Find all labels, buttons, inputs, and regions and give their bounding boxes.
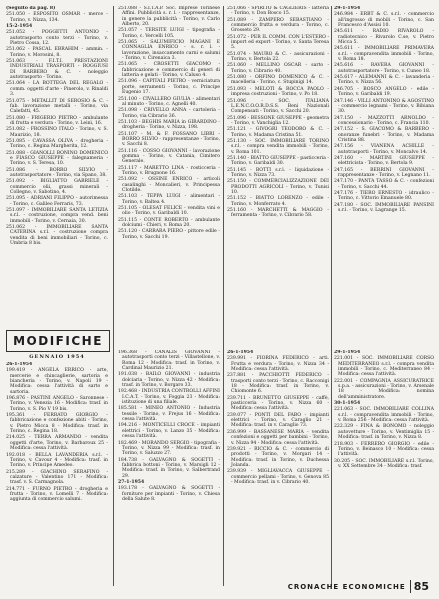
register-entry: 251.057 - TERSITE LUIGI - tipografia - Torino, c. Vercelli 105.	[118, 28, 220, 39]
register-entry: 222.001 - COMPAGNIA ASSICURATRICE s.p.a. - assicurazioni - Torino, v. Arsenale 18 - Modifica: nomina dell'amministratore.	[334, 378, 434, 400]
register-entry: 251.100 - CIVALLERO GIULIA - alimentari al minuto - Torino, c. Agnelli 40.	[118, 96, 220, 107]
register-entry: 246.705 - BOSCO ANGELO - edile - Torino, v. Garibaldi 19.	[334, 86, 434, 98]
column-3	[227, 6, 329, 346]
register-entry: 251.107 - M. & F. FOSSANO LIBRI - BORRO SILVIO - rappresentanze - Torino, v. Sacchi 8.	[118, 131, 220, 148]
column-4-entries	[334, 6, 434, 213]
register-entry: 239.991 - FIORINA FEDERICO - arti. Frutta e verdura - Torino, v. Nizza 34 - Modifica: cessa l'attività.	[227, 356, 329, 373]
register-entry: 247.170 - PANTA TASSO & C. - confezioni - Torino, v. Sacchi 44.	[334, 179, 434, 190]
modifiche-column-1-entries	[6, 362, 108, 503]
register-entry: 247.160 - MARTINI GIUSEPPE - elettricista - Torino, v. Bertola 9.	[334, 155, 434, 167]
register-entry: 251.086 - BORRO SILVIO - autotrasportatore - Torino, via Spano, 38.	[6, 167, 108, 178]
register-entry: 251.080 - FRIGERIO PIETRO - ambulante di frutta e verdura - Torino, v. Leinì, 16.	[6, 115, 108, 126]
column-1	[6, 6, 108, 326]
date-heading: 29-1-1954	[334, 6, 361, 11]
modifiche-column-3	[227, 350, 329, 587]
register-entry: 251.063 - F.I.T.I. PRESTAZIONI INDUSTRIALI TRASPORTI - ROGGIUSI DI BARBERO & C. - noleggio autotrasporto - Torino.	[6, 59, 108, 81]
register-entry: 214.025 - TERRA ARMANDO - vendita oggetti d'arte, Torino, v. Barbaroux 25 - Modifica: cessa l'attività.	[6, 435, 108, 452]
register-entry: 239.077 - PONTI DEL FABO - impianti elettrici - Torino, v. Caraglio 21 - Modifica: trasf. in v. Caraglio 73.	[227, 412, 329, 429]
column-4	[334, 6, 434, 346]
register-entry: 251.066 - SPIRITO & CAGLIERIS - latteria - Torino, v. Don Bosco 15.	[227, 6, 329, 17]
modifiche-column-3-entries	[227, 350, 329, 485]
register-entry: 221.001 - SOC. IMMOBILIARE CORSO MEDITERRANEO s.r.l. - compra vendita immobili - Torino, c. Mediterraneo 84 - Modifica: cessa l'attività.	[334, 356, 434, 378]
register-entry: 251.092 - OSSINE ENRICO - articoli casalinghi - Moncalieri, v. Principessa Clotilde.	[118, 177, 220, 193]
date-heading: 26-1-1954	[6, 362, 33, 367]
register-entry: 251.064 - LA BOTTEGA DEL REGALO - comm. oggetti d'arte - Pinerolo, v. Rinaldi 3.	[6, 81, 108, 98]
register-entry: 251.096 - CAPITALI PIETRO - verniciatura porte, serramenti - Torino, c. Principe Eugenio 17.	[118, 79, 220, 96]
register-entry: 251.096 - BESSONE GIUSEPPE - geometra - Torino, v. Vanchiglia 12.	[227, 115, 329, 126]
register-entry: 251.117 - MARETTO LINA - rosticceria - Torino, v. Brugnone 16.	[118, 165, 220, 176]
page-number: 85	[410, 580, 429, 593]
register-entry: 251.105 - OLESAT FELICE - vendita vini e olio - Torino, v. Garibaldi 10.	[118, 206, 220, 217]
register-entry: 247.152 - S. GIACOMO & BARBERO - onoranze funebri - Torino, v. Madama Cristina 88.	[334, 127, 434, 143]
register-entry: 251.072 - PER IL COMM. CON L'ESTERO - import ed export - Torino, v. Santa Teresa 5.	[227, 34, 329, 51]
modifiche-column-1	[6, 362, 108, 587]
register-entry: 218.903 - FERRERO GIORGIO - edile - Torino, v. Beinasco 10 - Modifica: cessa l'attività.	[334, 441, 434, 458]
register-entry: 194.216 - MONTICELLI CROCE - impianti elettrici - Torino, v. Lanzo 35 - Modifica: cessa l'attività.	[118, 423, 220, 440]
register-entry: 251.103 - TEPPA LUIGI - alimentari - Torino, v. Baltea 4.	[118, 194, 220, 205]
register-entry: 251.082 - FROSSINO ITALO - Torino, v. S. Maurizio, 18.	[6, 127, 108, 138]
register-entry: 251.074 - MAURO & C. - assicurazioni - Torino, v. Bertola 22.	[227, 51, 329, 63]
register-entry: 251.089 - ZAMPERO SEBASTIANO - commercio frutta e verdura - Torino, c. Grosseto 29.	[227, 17, 329, 34]
register-entry: 185.581 - MINEO ANTONIO - Industria tessile - Torino, v. Frejus 16 - Modifica: cessa l'attività.	[118, 406, 220, 423]
register-entry: 196.876 - PASTINI ANGELO - Saronnese - Torino, v. Venezia 16 - Modifica: trasf. in Torino, v. S. Pio V 19 bis.	[6, 396, 108, 412]
modifiche-column-4-entries	[334, 350, 434, 469]
register-entry: 251.050 - ESPOSITO OSMAR - merce - Torino, v. Nizza, 134.	[6, 12, 108, 23]
register-entry: 251.116 - COSSO GIOVANNI - lavorazione gomma - Torino, v. Catania, Cimitero Generale.	[118, 148, 220, 165]
register-entry: 251.145 - BOTTI s.r.l. - liquidazione - Torino, v. Nizza 73.	[227, 167, 329, 178]
column-1-entries	[6, 12, 108, 246]
date-heading: 29-1-1954	[334, 350, 361, 355]
date-heading: 30-1-1954	[334, 401, 361, 407]
register-entry: 251.065 - CROSETTI GIACOMO - fabbricazione e commercio di generi di latteria e gelati - Torino, v. Caluso 4.	[118, 62, 220, 79]
register-entry: 184.738 - GALVAGNO & SOGETTI - fabbrica bottoni - Torino, v. Marsigli 12 - Modifica: trasf. in Torino, v. Salbertrand 29.	[118, 457, 220, 479]
register-entry: 251.115 - CONTE ROBERTO - ambulante dolciumi - Chieri, v. Roma 20.	[118, 217, 220, 229]
register-entry: 251.093 - MELOTI & ROCCA PAOLO - impresa costruzioni - Torino, v. Po 18.	[227, 86, 329, 98]
register-entry: 245.616 - RAVERA GIOVANNI - autotrasportatore - Torino, v. Cuneo 18.	[334, 63, 434, 74]
register-entry: 251.096 - SOC. ITALIANA L.E.N.C.O.O.R.D.S.S. Beni Nazionali Compensati - Torino, v. Sacchi 20.	[227, 98, 329, 115]
column-divider	[331, 6, 332, 586]
register-entry: 192.018 - BELLA LAVANDERIA s.r.l. - Torino, v. Cavour 4 - Modifica: trasf. in Torino, v. Principe Amedeo.	[6, 452, 108, 469]
date-heading: 27-1-1954	[118, 479, 145, 485]
register-entry: 251.060 - MELLINO OSCAR - sarto - Torino, v. Cibrario 40.	[227, 63, 329, 74]
column-3-entries	[227, 6, 329, 219]
register-entry: 251.098 - CRIVELLO ANNA - cartoleria - Torino, via Cibrario 36.	[118, 108, 220, 119]
date-heading: 26-1-1954	[227, 350, 254, 355]
register-entry: 247.176 - TIERO ERNESTO - idraulico - Torino, c. Vittorio Emanuele 80.	[334, 191, 434, 202]
column-2	[118, 6, 220, 346]
register-entry: 239.939 - MIGLIAVACCA GIUSEPPE - commercio pellami - Torino, v. Genova 85 - Modifica: trasf. in v. Cibrario 40.	[227, 469, 329, 485]
register-entry: 191.038 - BAILO GIOVANNI - industria dolciaria - Torino, v. Nizza 42 - Modifica: trasf. in Torino, v. Borgaro 33.	[118, 372, 220, 389]
register-entry: 30.205 - SOC. IMMOBILIARE s.r.l. Torino, v. XX Settembre 34 - Modifica: trasf.	[334, 458, 434, 469]
register-entry: 251.150 - COMMERCIALIZZAZIONE DEI PRODOTTI AGRICOLI - Torino, v. Tunisi 10.	[227, 179, 329, 195]
register-entry: 246.984 - ERBT & C. s.r.l. - commercio all'ingrosso di mobili - Torino, c. San Francesco d'Assisi 10.	[334, 12, 434, 29]
section-heading: MODIFICHE	[13, 334, 103, 348]
continuation-note: (Seguito da pag. 8)	[6, 6, 56, 11]
register-entry: 251.097 - IMMOBILIARE SANTA LETIZIA s.r.l. - costruzione, compra vend. beni immobili - Torino, v. Cernaia, 30.	[6, 208, 108, 224]
register-entry: 245.611 - RADIO RIVAROLO - radiotecnico - Rivarolo C.se, v. Pietro Micca 5.	[334, 29, 434, 46]
register-entry: 196.368 - CANALIS GIOVANNI - autotrasporti conto terzi - Villastellone, v. Roma 12 - Modifica: trasf. in Torino, v. Cardinal Maurizio 21.	[118, 350, 220, 372]
section-heading-box	[6, 330, 110, 352]
register-entry: 221.063 - SOC. IMMOBILIARE COLLINA s.r.l. - compravendita immobili - Torino, v. Roma 256 - Modifica: cessa l'attività.	[334, 407, 434, 424]
register-entry: 247.146 - VILLI ANTONINO & AGOSTINO - commercio legnami - Torino, v. Bibiana 30.	[334, 98, 434, 115]
register-entry: 199.419 - ANGELA ERRICO - arte, mercerie e chincaglierie, sartoria e biancheria - Torino, v. Napoli 19 - Modifica: cessa l'attività di sarto e sartoria.	[6, 368, 108, 395]
register-entry: 214.771 - FURNO PIETRO - drogheria e frutta - Torino, v. Lomelli 7 - Modifica: aggiunta di commercio salumi.	[6, 486, 108, 503]
register-entry: 239.921 - RICCIO & C. - commercio di prodotti - Torino, v. Morgari 14 - Modifica: trasf. in Torino, v. Duchessa Jolanda.	[227, 446, 329, 468]
modifiche-column-2-entries	[118, 350, 220, 502]
register-entry: 182.469 - MORANDO SERGIO - tipografia - Torino, v. Nizza 99 - Modifica: trasf. in Torino, v. Saluzzo 27.	[118, 440, 220, 457]
register-entry: 251.052 - POGGETTI ANTONIO - autotrasporto conto terzi - Torino, v. Pietro Cossa, 12.	[6, 30, 108, 47]
section-month: GENNAIO 1954	[29, 354, 85, 360]
register-entry: 251.088 - GIANOLLI BONINO DOMENICO e FIASCO GIUSEPPE - falegnameria - Torino, v. S. Teresa, 10.	[6, 150, 108, 167]
modifiche-column-4	[334, 350, 434, 575]
register-entry: 251.152 - BIATTO LORENZO - edile - Torino, v. Monferrato 4.	[227, 196, 329, 207]
register-entry: 236.999 - BASSANESE MARIA - vendita confezioni e oggetti per bambini - Torino, v. Nizza 94 - Modifica: cessa l'attività.	[227, 429, 329, 446]
register-entry: 251.130 - SOC. IMMOBILIARE TORINO s.r.l. - compra vendita immobili - Torino, v. Roma 101.	[227, 138, 329, 155]
date-heading: 15-2-1954	[6, 24, 33, 30]
register-entry: 247.180 - SOC. IMMOBILIARE PANSINI s.r.l. - Torino, v. Lagrange 15.	[334, 202, 434, 214]
register-entry: 251.080 - ORFINO DOMENICO & C. - macelleria - Torino, c. Stupinigi 14.	[227, 75, 329, 86]
register-entry: 251.120 - CARRARA PIERO - pittore edile - Torino, v. Sacchi 19.	[118, 229, 220, 240]
register-entry: 245.611 - IMMOBILIARE PRIMAVERA s.r.l. - compravendita immobili - Torino, v. Roma 18.	[334, 46, 434, 63]
register-entry: 251.103 - BEGHIS MARIA in GIRARDINO - drogheria - Torino, v. Nizza, 198.	[118, 119, 220, 131]
register-entry: 251.095 - ADRIANI FILIPPO - autorimessa - Torino, c. Galileo Ferraris, 73.	[6, 196, 108, 207]
register-entry: 251.088 - S.I.T.A.P. Soc. Imprese Torinese Affini. Pubblicità s. r. l. - rappresentanze, in genere la pubblicità - Torino, v. Carlo Alberto, 20.	[118, 6, 220, 28]
register-entry: 192.468 - INDUSTRIA CONTROLLI AFFINI I.C.A.T. - Torino, v. Foggia 23 - Modifica: istituzione di una filiale.	[118, 389, 220, 406]
register-entry: 251.121 - GIVOGRI TEODORO & C. - Torino, v. Madama Cristina 51.	[227, 127, 329, 138]
publication-title: CRONACHE ECONOMICHE	[287, 582, 406, 591]
register-entry: 251.075 - METALLIT DI SEROSIO & C. - fab. lavorazione metalli - Torino, via Calefatti, 45.	[6, 98, 108, 115]
register-entry: 222.329 - FINA & BONOMO - noleggio autovetture - Torino, v. Ventimiglia 15 - Modifica: trasf. in Torino, v. Nizza 8.	[334, 424, 434, 441]
modifiche-column-2	[118, 350, 220, 587]
register-entry: 245.617 - ALEMANNI & C. - lavanderia - Torino, v. Nizza 56.	[334, 75, 434, 86]
register-entry: 247.165 - BERRINI GIOVANNI - rappresentanze - Torino, v. Legnano 11.	[334, 167, 434, 178]
register-entry: 251.092 - BIGLIATTO GABRIELE - commercio olii, grassi minerali - Collegno, v. Sabotino, 4.	[6, 179, 108, 195]
register-entry: 237.881 - PACCHIOTTI FEDERICO - trasporti conto terzi - Torino, c. Racconigi 18 - Modifica: trasf. in Torino, v. Chiomonte 6.	[227, 373, 329, 395]
register-entry: 247.156 - VIANENA ACHILLE - autotrasporti - Torino, v. Moncalvo 14.	[334, 144, 434, 155]
register-entry: 251.160 - MARCHETTI & MAGGIO - ferramenta - Torino, v. Cibrario 58.	[227, 208, 329, 219]
column-2-entries	[118, 6, 220, 240]
register-entry: 251.065 - SALUMIFICIO MAGANI E CONNAGLIA ENRICO - s. r. l. - lavorazione, insaccamento carni e salumi - Torino, v. Cirenaica 3.	[118, 40, 220, 62]
register-entry: 193.178 - GALVAGNO & SOGETTI - forniture per impianti - Torino, v. Chiesa della Salute 8.	[118, 486, 220, 502]
register-entry: 239.711 - BRUNETTO GIUSEPPE - caffè, pasticceria - Torino, v. Nizza 60 - Modifica: cessa l'attività.	[227, 395, 329, 412]
register-entry: 251.062 - PASCAL EBRAHIM - ammin. - Torino, v. Morosini, 8.	[6, 47, 108, 58]
register-entry: 215.289 - GIACHINO SERAFINO - calzature - Valentino 171 - Modifica: trasf. v. S. Carmagnola.	[6, 469, 108, 486]
register-entry: 251.085 - CAVASSA OLIVA - drogheria - Torino, c. Regina Margherita, 12.	[6, 138, 108, 150]
page-footer	[288, 580, 429, 593]
column-divider	[113, 6, 114, 586]
register-entry: 251.140 - BIATTO GIUSEPPE - pasticceria - Torino, v. Garibaldi 30.	[227, 155, 329, 167]
register-entry: 195.361 - FERRATO GIORGIO - fabbricazione e confezione abiti - Torino, v. Pietro Micca 8 - Modifica: trasf. in Torino, c. Regina 18.	[6, 413, 108, 435]
register-entry: 247.150 - MAZZOTTI ARNOLDO - concessionario - Torino, c. Francia 110.	[334, 115, 434, 126]
register-entry: 251.062 - IMMOBILIARE SANTA CATERINA s.r.l. - costruzione compra vendita di beni immobiliari - Torino, c. Umbria 8 bis.	[6, 225, 108, 247]
column-divider	[223, 6, 224, 586]
